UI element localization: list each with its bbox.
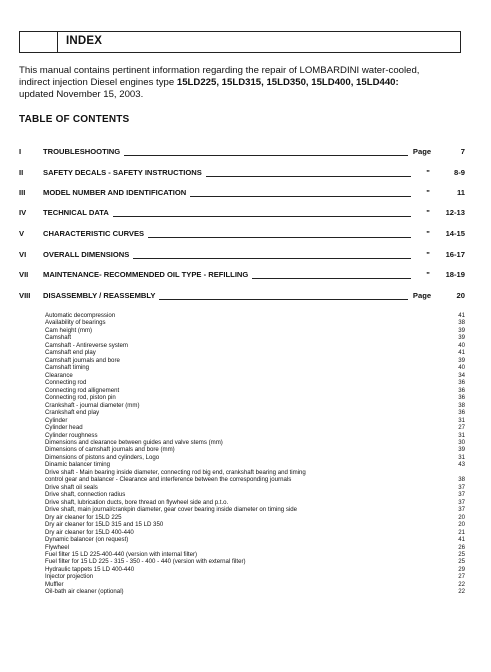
item-page: 29 <box>458 565 465 573</box>
leader-line <box>113 216 411 217</box>
toc-item[interactable] <box>45 349 465 356</box>
item-page: 38 <box>458 319 465 327</box>
section-label: DISASSEMBLY / REASSEMBLY <box>43 291 156 300</box>
toc-item[interactable] <box>45 573 465 580</box>
section-label: MAINTENANCE- RECOMMENDED OIL TYPE - REFILLING <box>43 270 249 279</box>
item-page: 41 <box>458 536 465 544</box>
leader-line <box>190 196 411 197</box>
item-title: Flywheel <box>45 543 70 551</box>
toc-item[interactable] <box>45 417 465 424</box>
item-title: Camshaft <box>45 334 72 342</box>
page-word: " <box>426 229 430 238</box>
item-page: 37 <box>458 506 465 514</box>
toc-item[interactable] <box>45 387 465 394</box>
item-title: Fuel filter for 15 LD 225 - 315 - 350 - 400 - 440 (version with external filter) <box>45 558 246 566</box>
leader-line <box>206 176 411 177</box>
item-title: Connecting rod allignement <box>45 386 120 394</box>
item-page: 37 <box>458 483 465 491</box>
item-page: 22 <box>458 588 465 596</box>
intro-line-3: updated November 15, 2003. <box>19 89 144 100</box>
item-title: Fuel filter 15 LD 225-400-440 (version with internal filter) <box>45 551 198 558</box>
item-title: Camshaft - Antireverse system <box>45 341 128 349</box>
page-title: INDEX <box>66 35 103 47</box>
item-title: Crankshaft end play <box>45 409 100 417</box>
section-page: 20 <box>456 291 465 300</box>
toc-item[interactable] <box>45 506 465 513</box>
toc-item[interactable] <box>45 454 465 461</box>
item-page: 27 <box>458 573 465 581</box>
item-title: Drive shaft - Main bearing inside diameter, connecting rod big end, crankshaft bearing and timing <box>45 468 306 476</box>
section-number: IV <box>19 208 27 217</box>
item-page: 39 <box>458 356 465 364</box>
index-header <box>19 31 461 53</box>
item-page: 30 <box>458 438 465 446</box>
toc-section[interactable] <box>19 270 465 282</box>
item-title: Cam height (mm) <box>45 326 93 334</box>
item-title: Oil-bath air cleaner (optional) <box>45 588 124 596</box>
section-page: 7 <box>460 147 465 156</box>
item-page: 27 <box>458 424 465 432</box>
leader-line <box>133 258 411 259</box>
section-number: VII <box>19 270 29 279</box>
item-title: Clearance <box>45 371 73 379</box>
item-page: 25 <box>458 551 465 558</box>
item-page: 36 <box>458 379 465 387</box>
toc-item[interactable] <box>45 544 465 551</box>
intro-line-1: This manual contains pertinent information regarding the repair of LOMBARDINI water-cooled, <box>19 65 420 76</box>
page-word: Page <box>412 291 432 300</box>
item-page: 36 <box>458 409 465 417</box>
item-page: 21 <box>458 528 465 536</box>
item-title: control gear and balancer - Clearance and interference between the corresponding journals <box>45 476 292 484</box>
toc-item[interactable] <box>45 536 465 543</box>
page-word: " <box>426 250 430 259</box>
section-number: II <box>19 168 24 177</box>
item-title: Dimensions and clearance between guides and valve stems (mm) <box>45 438 223 446</box>
toc-section[interactable] <box>19 208 465 220</box>
toc-item[interactable] <box>45 409 465 416</box>
section-page: 18-19 <box>445 270 465 279</box>
toc-items-list <box>45 312 465 596</box>
toc-item[interactable] <box>45 588 465 595</box>
item-title: Camshaft timing <box>45 364 90 372</box>
section-number: I <box>19 147 22 156</box>
toc-item[interactable] <box>45 566 465 573</box>
toc-section[interactable] <box>19 147 465 159</box>
item-title: Camshaft journals and bore <box>45 356 120 364</box>
item-page: 22 <box>458 580 465 588</box>
item-page: 41 <box>458 349 465 357</box>
item-page: 37 <box>458 498 465 506</box>
item-title: Crankshaft - journal diameter (mm) <box>45 401 140 409</box>
item-title: Dynamic balancer (on request) <box>45 536 129 544</box>
section-page: 8-9 <box>454 168 465 177</box>
toc-item[interactable] <box>45 484 465 491</box>
item-page: 41 <box>458 312 465 319</box>
section-number: V <box>19 229 25 238</box>
item-title: Cylinder head <box>45 424 83 432</box>
toc-section[interactable] <box>19 229 465 241</box>
section-label: CHARACTERISTIC CURVES <box>43 229 145 238</box>
item-title: Connecting rod <box>45 379 87 387</box>
item-title: Connecting rod, piston pin <box>45 394 116 402</box>
item-page: 31 <box>458 453 465 461</box>
item-title: Muffler <box>45 580 64 588</box>
toc-item[interactable] <box>45 469 465 476</box>
item-page: 40 <box>458 364 465 372</box>
toc-item[interactable] <box>45 558 465 565</box>
header-box <box>20 32 58 52</box>
toc-section[interactable] <box>19 188 465 200</box>
toc-item[interactable] <box>45 327 465 334</box>
item-title: Camshaft end play <box>45 349 96 357</box>
section-number: III <box>19 188 26 197</box>
item-page: 39 <box>458 446 465 454</box>
toc-item[interactable] <box>45 342 465 349</box>
item-title: Dimensions of pistons and cylinders, Logo <box>45 453 160 461</box>
page-word: " <box>426 208 430 217</box>
toc-section[interactable] <box>19 291 465 303</box>
item-title: Drive shaft, main journal/crankpin diameter, gear cover bearing inside diameter on timing side <box>45 506 298 514</box>
toc-item[interactable] <box>45 551 465 558</box>
item-title: Dimensions of camshaft journals and bore (mm) <box>45 446 175 454</box>
toc-item[interactable] <box>45 521 465 528</box>
section-label: SAFETY DECALS - SAFETY INSTRUCTIONS <box>43 168 202 177</box>
item-page: 31 <box>458 431 465 439</box>
page-word: " <box>426 270 430 279</box>
intro-paragraph <box>19 65 469 101</box>
item-title: Availability of bearings <box>45 319 106 327</box>
item-title: Cylinder <box>45 416 68 424</box>
engine-models: 15LD225, 15LD315, 15LD350, 15LD400, 15LD440: <box>176 77 399 88</box>
page-word: " <box>426 168 430 177</box>
item-page: 39 <box>458 334 465 342</box>
toc-item[interactable] <box>45 364 465 371</box>
toc-item[interactable] <box>45 529 465 536</box>
page-word: " <box>426 188 430 197</box>
toc-item[interactable] <box>45 476 465 483</box>
toc-item[interactable] <box>45 424 465 431</box>
item-page: 20 <box>458 521 465 529</box>
toc-item[interactable] <box>45 439 465 446</box>
item-title: Dinamic balancer timing <box>45 461 111 469</box>
item-title: Injector projection <box>45 573 94 581</box>
item-page: 20 <box>458 513 465 521</box>
toc-item[interactable] <box>45 581 465 588</box>
toc-section[interactable] <box>19 250 465 262</box>
item-title: Drive shaft oil seals <box>45 483 98 491</box>
toc-item[interactable] <box>45 394 465 401</box>
item-page: 34 <box>458 371 465 379</box>
item-page: 38 <box>458 401 465 409</box>
toc-item[interactable] <box>45 312 465 319</box>
leader-line <box>148 237 411 238</box>
section-label: TROUBLESHOOTING <box>43 147 121 156</box>
item-page: 31 <box>458 416 465 424</box>
toc-item[interactable] <box>45 499 465 506</box>
item-page: 26 <box>458 543 465 551</box>
item-page: 25 <box>458 558 465 566</box>
toc-item[interactable] <box>45 432 465 439</box>
item-title: Drive shaft, lubrication ducts, bore thread on flywheel side and p.t.o. <box>45 498 229 506</box>
toc-item[interactable] <box>45 514 465 521</box>
item-page: 36 <box>458 386 465 394</box>
section-page: 14-15 <box>445 229 465 238</box>
item-title: Drive shaft, connection radius <box>45 491 126 499</box>
item-page: 37 <box>458 491 465 499</box>
section-number: VI <box>19 250 27 259</box>
section-number: VIII <box>19 291 31 300</box>
item-page: 36 <box>458 394 465 402</box>
item-title: Automatic decompression <box>45 312 116 319</box>
toc-item[interactable] <box>45 461 465 468</box>
intro-line-2a: indirect injection Diesel engines type <box>19 77 177 88</box>
item-title: Cylinder roughness <box>45 431 98 439</box>
item-page: 39 <box>458 326 465 334</box>
section-label: OVERALL DIMENSIONS <box>43 250 130 259</box>
leader-line <box>252 278 411 279</box>
item-title: Hydraulic tappets 15 LD 400-440 <box>45 565 135 573</box>
toc-item[interactable] <box>45 379 465 386</box>
item-page: 43 <box>458 461 465 469</box>
section-page: 12-13 <box>445 208 465 217</box>
item-title: Dry air cleaner for 15LD 225 <box>45 513 122 521</box>
toc-item[interactable] <box>45 334 465 341</box>
toc-item[interactable] <box>45 402 465 409</box>
toc-title: TABLE OF CONTENTS <box>19 114 130 125</box>
item-page: 38 <box>458 476 465 484</box>
section-page: 16-17 <box>445 250 465 259</box>
leader-line <box>124 155 408 156</box>
section-label: TECHNICAL DATA <box>43 208 109 217</box>
toc-item[interactable] <box>45 491 465 498</box>
section-page: 11 <box>456 188 465 197</box>
leader-line <box>159 299 408 300</box>
toc-section[interactable] <box>19 168 465 180</box>
toc-item[interactable] <box>45 446 465 453</box>
item-title: Dry air cleaner for 15LD 400-440 <box>45 528 134 536</box>
toc-item[interactable] <box>45 372 465 379</box>
section-label: MODEL NUMBER AND IDENTIFICATION <box>43 188 187 197</box>
item-title: Dry air cleaner for 15LD 315 and 15 LD 350 <box>45 521 164 529</box>
intro-line-2 <box>19 77 469 89</box>
item-page: 40 <box>458 341 465 349</box>
toc-item[interactable] <box>45 319 465 326</box>
page-word: Page <box>412 147 432 156</box>
toc-item[interactable] <box>45 357 465 364</box>
